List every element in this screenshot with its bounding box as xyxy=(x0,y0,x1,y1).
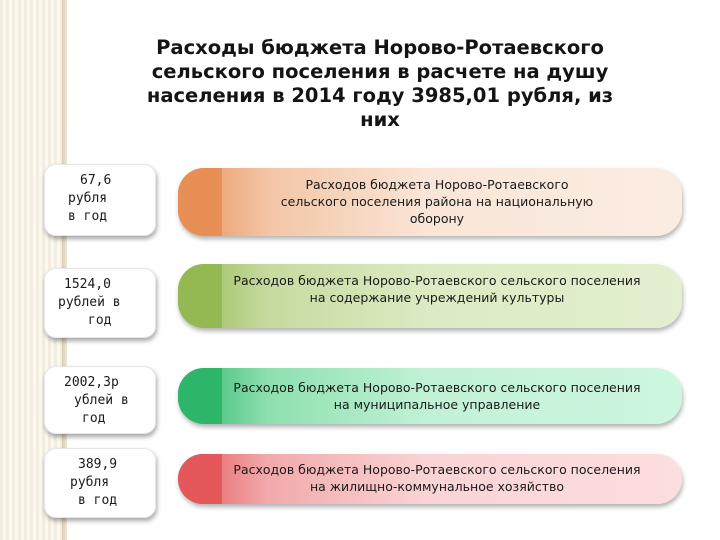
expense-description-line: на содержание учреждений культуры xyxy=(309,290,565,305)
expense-description xyxy=(208,176,666,227)
value-period: год xyxy=(88,313,112,328)
expense-description-line: Расходов бюджета Норово-Ротаевского сельского поселения xyxy=(233,273,641,288)
expense-description-line: на муниципальное управление xyxy=(333,397,541,412)
value-unit: рубля xyxy=(68,191,108,206)
value-box-administration xyxy=(44,366,156,434)
expense-description-line: Расходов бюджета Норово-Ротаевского сельского поселения xyxy=(233,462,641,477)
value-amount: 1524,0 xyxy=(64,277,111,292)
expense-bar-administration xyxy=(178,368,682,424)
expense-description-line: сельского поселения района на национальную xyxy=(280,194,594,209)
expense-description xyxy=(208,272,666,306)
expense-description xyxy=(208,461,666,495)
expense-description xyxy=(208,379,666,413)
slide-title-line: них xyxy=(360,108,400,131)
value-unit: рублей в xyxy=(58,295,121,310)
value-amount: 2002,3р xyxy=(64,375,119,390)
expense-bar-housing xyxy=(178,454,682,504)
expense-description-line: Расходов бюджета Норово-Ротаевского сельского поселения xyxy=(233,380,641,395)
value-box-housing xyxy=(44,448,156,518)
slide-title-line: сельского поселения в расчете на душу xyxy=(151,60,609,83)
expense-bar-defense xyxy=(178,168,682,236)
slide-title xyxy=(130,36,630,132)
value-box-culture xyxy=(44,268,156,338)
expense-description-line: Расходов бюджета Норово-Ротаевского xyxy=(305,177,569,192)
expense-description-line: на жилищно-коммунальное хозяйство xyxy=(309,479,565,494)
slide-title-line: населения в 2014 году 3985,01 рубля, из xyxy=(146,84,614,107)
value-period: год xyxy=(82,411,106,426)
value-period: в год xyxy=(68,209,108,224)
value-unit: рубля xyxy=(70,475,110,490)
value-amount: 67,6 xyxy=(80,173,112,188)
value-period: в год xyxy=(78,493,118,508)
expense-description-line: оборону xyxy=(409,211,465,226)
value-amount: 389,9 xyxy=(78,457,118,472)
expense-bar-culture xyxy=(178,264,682,328)
slide-title-line: Расходы бюджета Норово-Ротаевского xyxy=(156,36,604,59)
value-box-defense xyxy=(44,164,156,236)
value-unit: ублей в xyxy=(74,393,129,408)
